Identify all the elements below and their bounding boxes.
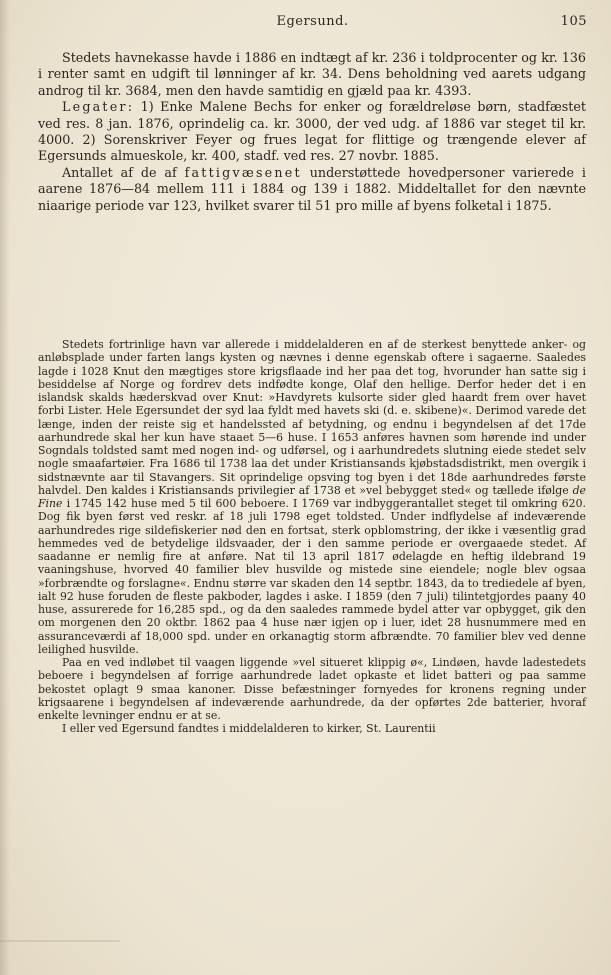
running-title: Egersund. [276,14,349,29]
poor-relief-keyword: fattigvæsenet [184,164,302,180]
legacies-heading: Legater: [62,99,135,115]
harbour-history-paragraph [38,338,586,656]
fortifications-paragraph: Paa en ved indløbet til vaagen liggende »vel situeret klippig ø«, Lindøen, havde ladestedets beboere i begyndelsen af forrige aarhundrede ladet opkaste et lidet batteri og paa samme bekostet oplagt 9 smaa kanoner. Disse befæstninger fornyedes for kronens regning under krigsaarene i begyndelsen af indeværende aarhundrede, da der opførtes 2de batterier, hvoraf enkelte levninger endnu er at se. [38,656,586,722]
poor-relief-paragraph [38,165,586,214]
harbour-fund-paragraph: Stedets havnekasse havde i 1886 en indtægt af kr. 236 i toldprocenter og kr. 136 i renter samt en udgift til lønninger af kr. 34. Dens beholdning ved aarets udgang androg til kr. 3684, men den havde samtidig en gjæld paa kr. 4393. [38,50,586,98]
poor-relief-text-a: Antallet af de af [62,164,185,180]
page-number: 105 [560,14,587,29]
scan-edge-mark [0,940,120,942]
legacies-text: 1) Enke Malene Bechs for enker og forældreløse børn, stadfæstet ved res. 8 jan. 1876, oprindelig ca. kr. 3000, der ved udg. af 1886 var steget til kr. 4000. 2) Sorenskriver Feyer og frues legat for flittige og trængende elever af Egersunds almueskole, kr. 400, stadf. ved res. 27 novbr. 1885. [38,99,586,164]
poor-relief-text-b: understøttede hovedpersoner varierede i aarene 1876—84 mellem 111 i 1884 og 139 i 1882. Middeltallet for den nævnte niaarige periode var 123, hvilket svarer til 51 pro mille af byens folketal i 1875. [38,164,586,213]
harbour-history-text-a: Stedets fortrinlige havn var allerede i middelalderen en af de sterkest benyttede anker- og anløbsplade under farten langs kysten og nævnes i denne egenskab oftere i sagaerne. Saaledes lagde i 1028 Knut den mægtiges store krigsflaade ind her paa det tog, hvorunder han satte sig i besiddelse af Norge og fordrev dets indfødte konge, Olaf den hellige. Derfor heder det i en islandsk skalds hæderskvad over Knut: »Havdyrets kulsorte sider gled haardt frem over havet forbi Lister. Hele Egersundet der syd laa fyldt med havets ski (d. e. skibene)«. Derimod varede det længe, inden der reiste sig et handelssted af betydning, og endnu i begyndelsen af det 17de aarhundrede skal her kun have staaet 5—6 huse. I 1653 anføres havnen som hørende ind under Sogndals toldsted samt med nogen ind- og udførsel, og i aarhundredets slutning eiede stedet selv nogle smaafartøier. Fra 1686 til 1738 laa det under Kristiansands kjøbstadsdistrikt, men overgik i sidstnævnte aar til Stavangers. Sit oprindelige opsving tog byen i det 18de aarhundredes første halvdel. Den kaldes i Kristiansands privilegier af 1738 et »vel bebygget sted« og tællede ifølge [38,338,586,497]
statistics-section [38,50,586,214]
history-section [38,338,586,736]
churches-paragraph: I eller ved Egersund fandtes i middelalderen to kirker, St. Laurentii [62,722,436,736]
harbour-history-text-b: i 1745 142 huse med 5 til 600 beboere. I 1769 var indbyggerantallet steget til omkring 620. Dog fik byen først ved reskr. af 18 juli 1798 eget toldsted. Under indflydelse af indeværende aarhundredes rige sildefiskerier nød den en fortsat, sterk opblomstring, der ikke i væsentlig grad hemmedes ved de betydelige ildsvaader, der i den samme periode er overgaaede stedet. Af saadanne er nemlig fire at anføre. Nat til 13 april 1817 ødelagde en heftig ildebrand 19 vaaningshuse, hvorved 40 familier blev husvilde og mistede sine eiendele; nogle blev ogsaa »forbrændte og forslagne«. Endnu større var skaden den 14 septbr. 1843, da to trediedele af byen, ialt 92 huse foruden de fleste pakboder, lagdes i aske. I 1859 (den 7 juli) tilintetgjordes paany 40 huse, assurerede for 16,285 spd., og da den saaledes rammede bydel atter var opbygget, gik den om morgenen den 20 oktbr. 1862 paa 4 huse nær igjen op i luer, idet 28 husnummere med en assuranceværdi af 18,000 spd. under en orkanagtig storm afbrændte. 70 familier blev ved denne leilighed husvilde. [38,497,586,656]
harbour-history-author: de Fine [38,483,586,510]
legacies-paragraph [38,99,586,165]
page-gutter-shadow [0,0,10,975]
page-header [38,14,587,32]
